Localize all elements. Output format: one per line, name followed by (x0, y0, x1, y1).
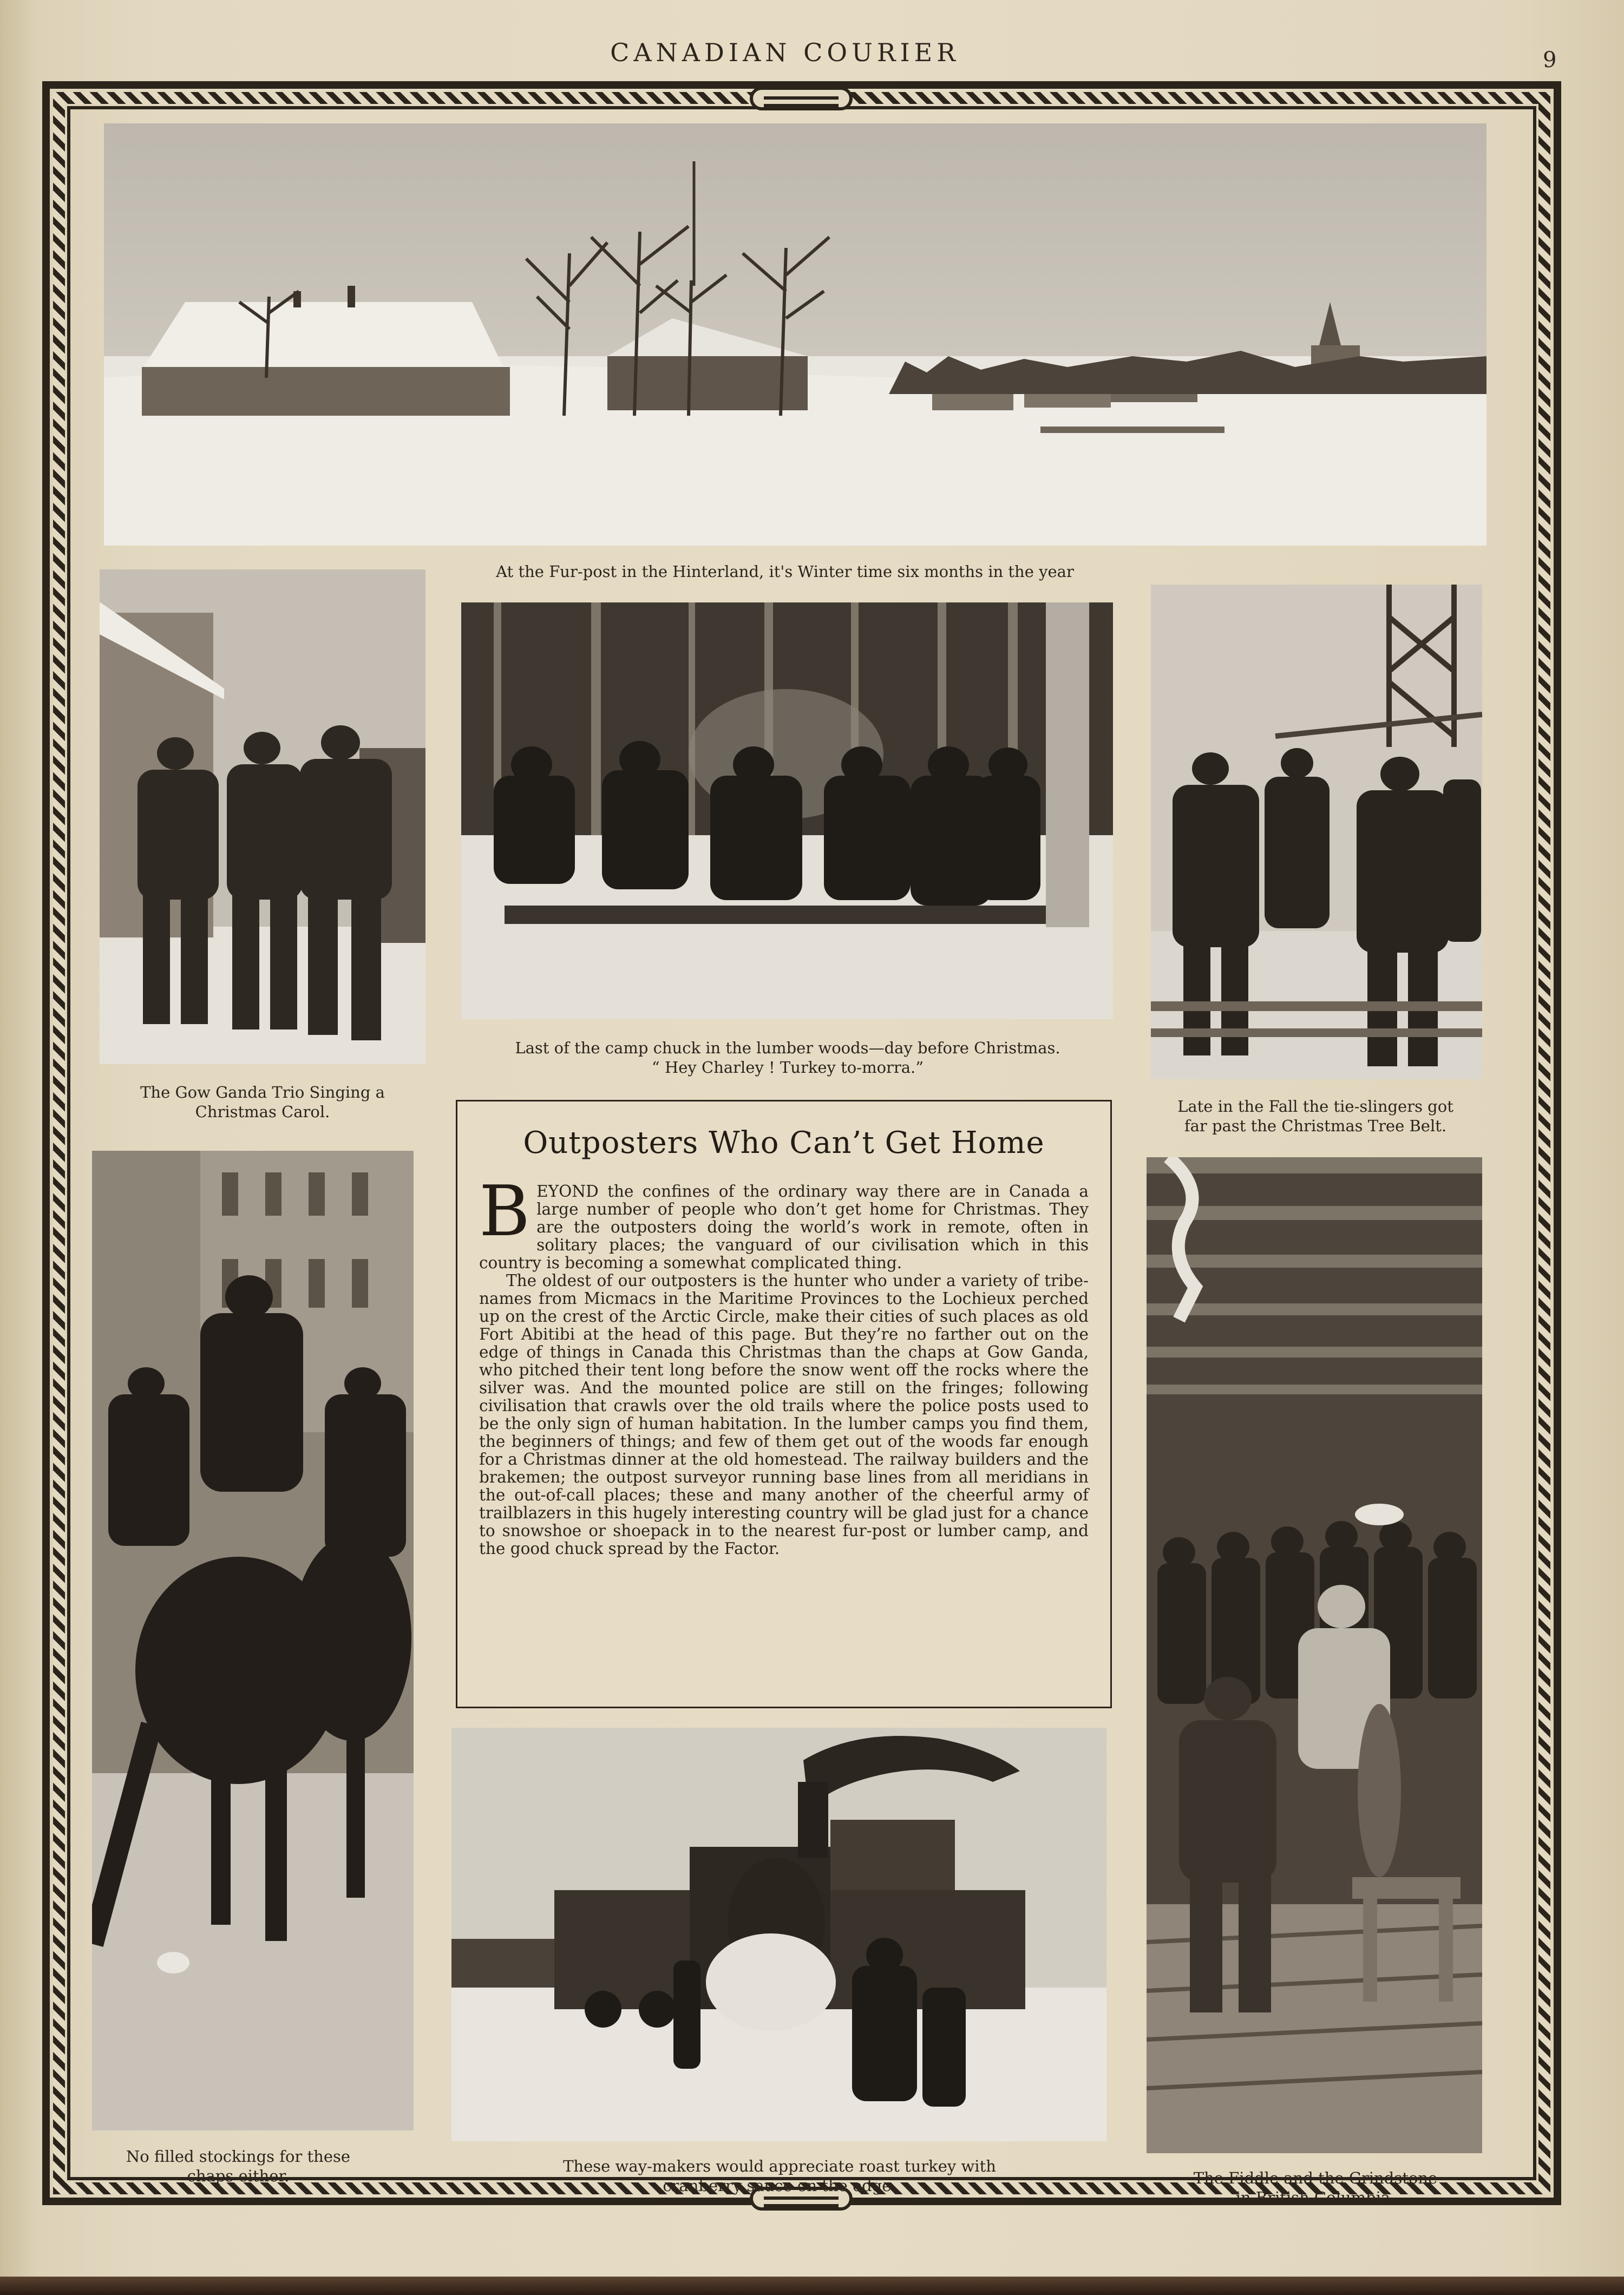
caption-way-makers (444, 2156, 1115, 2195)
photo-tie-slingers (1151, 585, 1482, 1079)
caption-tie-slingers (1142, 1097, 1489, 1136)
running-head: CANADIAN COURIER (610, 38, 960, 67)
caption-mounted-police (76, 2147, 401, 2186)
caption-camp-chuck-line-1: Last of the camp chuck in the lumber woods—day before Christmas. (515, 1039, 1060, 1057)
photo-fur-post (104, 123, 1487, 546)
gow-ganda-scene (100, 569, 425, 1064)
mounted-police-scene (92, 1151, 414, 2130)
page-number: 9 (1543, 48, 1557, 73)
caption-gow-ganda-line-2: Christmas Carol. (195, 1103, 330, 1121)
caption-fiddle-grindstone-line-1: The Fiddle and the Grindstone (1193, 2169, 1438, 2187)
caption-tie-slingers-line-1: Late in the Fall the tie-slingers got (1177, 1097, 1453, 1116)
caption-way-makers-line-2: cranberry sauce on the edge. (663, 2176, 896, 2195)
caption-camp-chuck-line-2: “ Hey Charley ! Turkey to-morra.” (651, 1058, 924, 1077)
caption-mounted-police-line-2: chaps either. (187, 2167, 290, 2185)
tie-slingers-scene (1151, 585, 1482, 1079)
caption-fiddle-grindstone (1142, 2168, 1489, 2207)
caption-way-makers-line-1: These way-makers would appreciate roast turkey with (563, 2157, 996, 2175)
drop-cap: B (479, 1171, 531, 1252)
caption-gow-ganda-trio (87, 1083, 438, 1122)
article-paragraph-2: The oldest of our outposters is the hunter who under a variety of tribe-names from Micmacs in the Maritime Provinces to the Lochieux perched up on the crest of the Arctic Circle, make their cities of such places as old Fort Abitibi at the head of this page. But they’re no farther out on the edge of things in Canada this Christmas than the chaps at Gow Ganda, who pitched their tent long before the snow went off the rocks where the silver was. And the mounted police are still on the fringes; following civilisation that crawls over the old trails where the police posts used to be the only sign of human habitation. In the lumber camps you find them, the beginners of things; and few of them get out of the woods far enough for a Christmas dinner at the old homestead. The railway builders and the brakemen; the outpost surveyor running base lines from all meridians in the out-of-call places; these and many another of the cheerful army of trailblazers in this hugely interesting country will be glad just for a chance to snowshoe or shoepack in to the nearest fur-post or lumber camp, and the good chuck spread by the Factor. (479, 1271, 1089, 1558)
border-knot-top (750, 87, 853, 110)
photo-mounted-police (92, 1151, 414, 2130)
camp-chuck-scene (461, 602, 1113, 1019)
photo-camp-chuck (461, 602, 1113, 1019)
caption-gow-ganda-line-1: The Gow Ganda Trio Singing a (140, 1083, 385, 1101)
caption-fur-post: At the Fur-post in the Hinterland, it's Winter time six months in the year (496, 562, 1074, 581)
caption-fiddle-grindstone-line-2: in British Columbia. (1235, 2188, 1396, 2207)
article-title: Outposters Who Can’t Get Home (523, 1125, 1045, 1160)
fiddle-grindstone-scene (1147, 1157, 1482, 2153)
way-makers-scene (451, 1728, 1106, 2141)
photo-gow-ganda-trio (100, 569, 425, 1064)
caption-tie-slingers-line-2: far past the Christmas Tree Belt. (1184, 1117, 1447, 1135)
photo-way-makers (451, 1728, 1106, 2141)
caption-camp-chuck (444, 1038, 1131, 1077)
article-paragraph-1-text: EYOND the confines of the ordinary way there are in Canada a large number of people who don’t get home for Christmas. They are the outposters doing the world’s work in remote, often in solitary places; the vanguard of our civilisation which in this country is becoming a somewhat complicated thing. (479, 1182, 1089, 1272)
page-bottom-edge (0, 2277, 1624, 2295)
caption-mounted-police-line-1: No filled stockings for these (126, 2147, 351, 2166)
article-box (456, 1100, 1112, 1708)
article-body (479, 1171, 1089, 1558)
photo-fiddle-grindstone (1147, 1157, 1482, 2153)
article-paragraph-1 (479, 1171, 1089, 1272)
fur-post-scene (104, 123, 1487, 546)
